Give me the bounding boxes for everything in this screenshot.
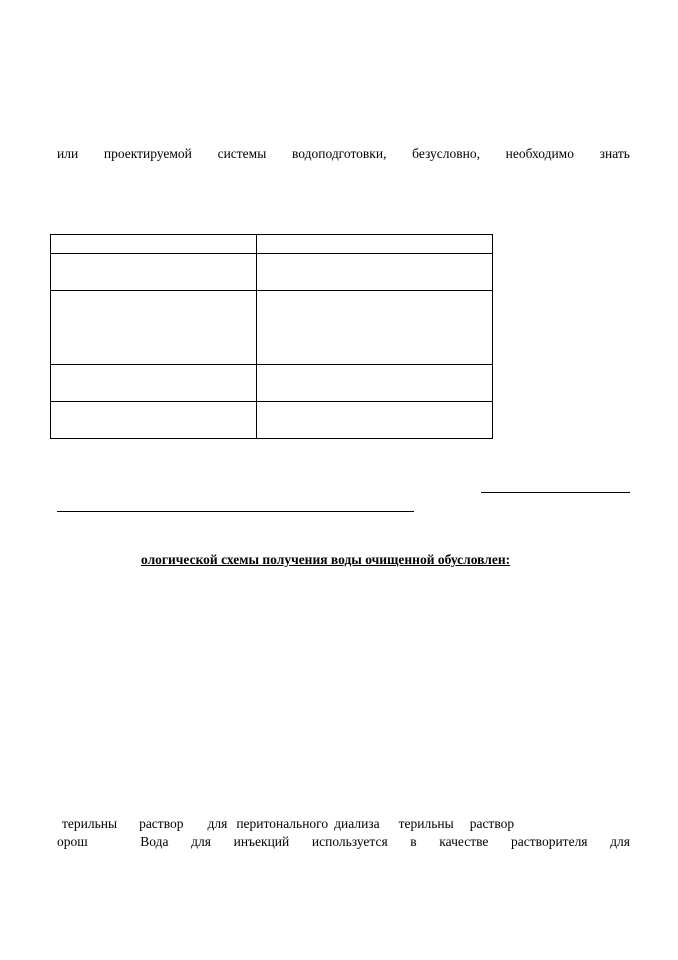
table-row	[51, 365, 493, 402]
word: раствор	[139, 816, 184, 831]
text-line-bottom-1	[62, 816, 514, 832]
word: водоподготовки,	[291, 146, 387, 161]
word: для	[207, 816, 228, 831]
word: растворителя	[511, 834, 588, 849]
table-cell	[51, 402, 257, 439]
table-cell	[257, 402, 493, 439]
word: в	[410, 834, 417, 849]
table-cell	[51, 365, 257, 402]
table-cell	[257, 365, 493, 402]
word: знать	[599, 146, 630, 161]
heading-text: ологической схемы получения воды очищенной обусловлен:	[141, 552, 511, 567]
word: инъекций	[233, 834, 290, 849]
table-cell	[51, 235, 257, 254]
word: или	[57, 146, 79, 161]
table-cell	[51, 291, 257, 365]
word: терильны	[398, 816, 454, 831]
table-cell	[257, 254, 493, 291]
word: системы	[217, 146, 267, 161]
underline-rule-right	[481, 492, 630, 493]
table-cell	[257, 291, 493, 365]
word: терильны	[62, 816, 118, 831]
word: для	[191, 834, 211, 849]
word: необходимо	[505, 146, 574, 161]
word: безусловно,	[412, 146, 480, 161]
table-cell	[51, 254, 257, 291]
table-cell	[257, 235, 493, 254]
empty-table	[50, 234, 493, 439]
heading-leading-blank	[57, 552, 141, 567]
table-row	[51, 291, 493, 365]
word: проектируемой	[103, 146, 192, 161]
word: диализа	[334, 816, 380, 831]
underline-rule-left	[57, 511, 414, 512]
word: орош	[57, 834, 88, 849]
word: раствор	[469, 816, 515, 831]
table-row	[51, 235, 493, 254]
word: используется	[311, 834, 388, 849]
word: качестве	[439, 834, 489, 849]
word: Вода	[140, 834, 169, 849]
table-row	[51, 402, 493, 439]
table-row	[51, 254, 493, 291]
text-line-top	[57, 146, 630, 162]
section-heading	[57, 552, 510, 568]
word: для	[610, 834, 630, 849]
text-line-bottom-2	[57, 834, 630, 850]
word: перитонального	[236, 816, 329, 831]
